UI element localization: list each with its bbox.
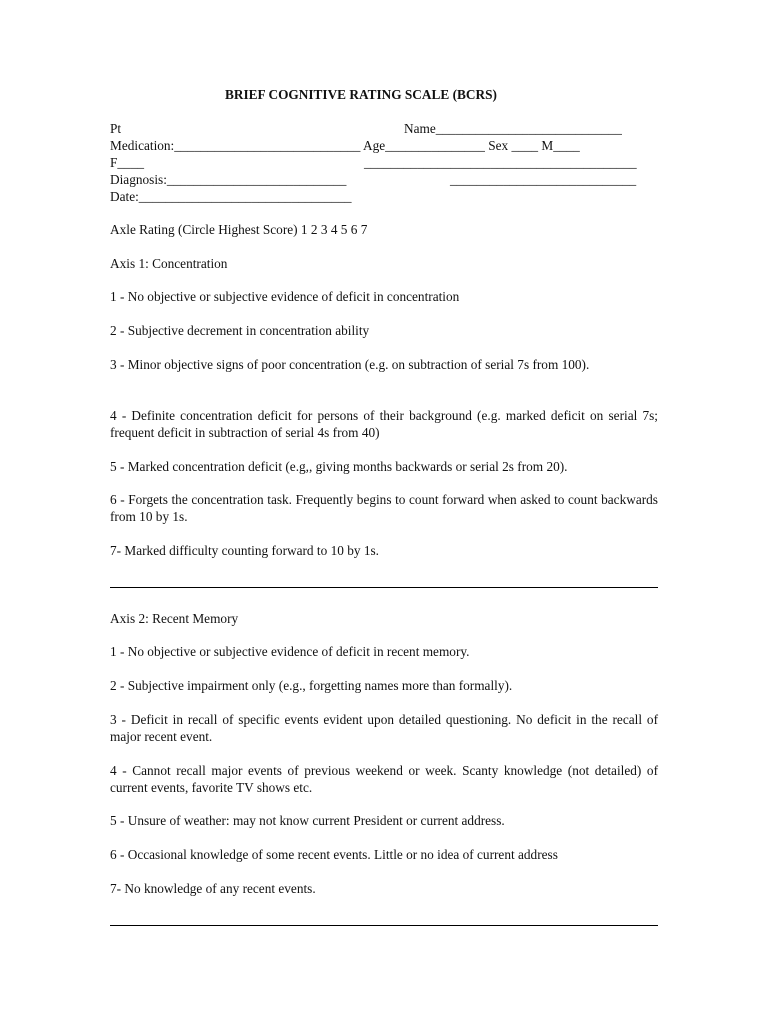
- axis1-item: 3 - Minor objective signs of poor concentration (e.g. on subtraction of serial 7s from 100).: [110, 357, 590, 372]
- medication-age-sex-field[interactable]: Medication:____________________________ Age_______________ Sex ____ M____: [110, 138, 580, 153]
- axis2-item: 4 - Cannot recall major events of previous weekend or week. Scanty knowledge (not detailed) of current events, favorite TV shows etc.: [110, 763, 658, 795]
- axis2-item: 5 - Unsure of weather: may not know current President or current address.: [110, 813, 505, 828]
- axis1-item: 4 - Definite concentration deficit for persons of their background (e.g. marked deficit on serial 7s; frequent deficit in subtraction of serial 4s from 40): [110, 408, 658, 440]
- axis1-item: 6 - Forgets the concentration task. Frequently begins to count forward when asked to count backwards from 10 by 1s.: [110, 492, 658, 524]
- section-divider: [110, 925, 658, 926]
- page-title: BRIEF COGNITIVE RATING SCALE (BCRS): [225, 87, 497, 102]
- axis1-item: 5 - Marked concentration deficit (e.g,, giving months backwards or serial 2s from 20).: [110, 459, 568, 474]
- diagnosis-field[interactable]: Diagnosis:___________________________: [110, 172, 347, 187]
- axis1-item: 2 - Subjective decrement in concentration ability: [110, 323, 370, 338]
- blank-field-row4[interactable]: ____________________________: [450, 172, 637, 187]
- pt-field-label[interactable]: Pt: [110, 121, 122, 136]
- axis2-item: 1 - No objective or subjective evidence of deficit in recent memory.: [110, 644, 470, 659]
- date-field[interactable]: Date:________________________________: [110, 189, 352, 204]
- blank-field-row3[interactable]: _________________________________________: [364, 155, 637, 170]
- axis2-heading: Axis 2: Recent Memory: [110, 611, 239, 626]
- axis1-item: 1 - No objective or subjective evidence of deficit in concentration: [110, 289, 460, 304]
- section-divider: [110, 587, 658, 588]
- axis2-item: 6 - Occasional knowledge of some recent events. Little or no idea of current address: [110, 847, 558, 862]
- f-field[interactable]: F____: [110, 155, 144, 170]
- axis1-heading: Axis 1: Concentration: [110, 256, 228, 271]
- axis1-item: 7- Marked difficulty counting forward to 10 by 1s.: [110, 543, 379, 558]
- axle-rating-line: Axle Rating (Circle Highest Score) 1 2 3 4 5 6 7: [110, 222, 368, 237]
- axis2-item: 2 - Subjective impairment only (e.g., forgetting names more than formally).: [110, 678, 513, 693]
- axis2-item: 7- No knowledge of any recent events.: [110, 881, 316, 896]
- axis2-item: 3 - Deficit in recall of specific events evident upon detailed questioning. No deficit in the recall of major recent event.: [110, 712, 658, 744]
- name-field[interactable]: Name____________________________: [404, 121, 622, 136]
